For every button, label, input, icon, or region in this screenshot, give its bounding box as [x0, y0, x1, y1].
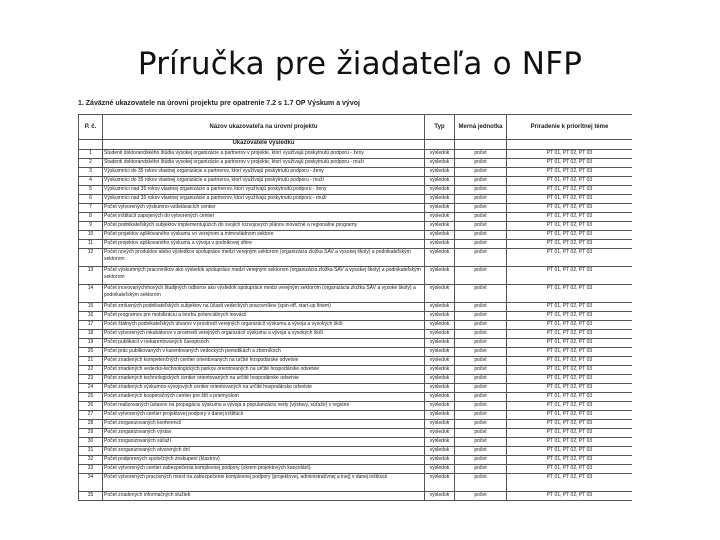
- row-unit: počet: [455, 357, 507, 366]
- table-row: [79, 465, 633, 474]
- row-unit: počet: [455, 285, 507, 303]
- table-row: [79, 186, 633, 195]
- row-indicator-name: Počet zorganizovaných otvorených dní: [103, 447, 425, 456]
- row-type: výsledok: [425, 357, 455, 366]
- row-number: 23: [79, 375, 103, 384]
- table-row: [79, 420, 633, 429]
- table-row: [79, 249, 633, 267]
- row-indicator-name: Počet vytvorených centier zabezpečenia komplexnej podpory (okrem projektových kancelárií): [103, 465, 425, 474]
- table-row: [79, 285, 633, 303]
- row-type: výsledok: [425, 168, 455, 177]
- row-unit: počet: [455, 249, 507, 267]
- row-indicator-name: Počet zmluvných podnikateľských subjektov na účasti vedeckých pracovníkov (spin-off, start-up firiem): [103, 303, 425, 312]
- row-priority-theme: PT 01, PT 02, PT 03: [507, 195, 633, 204]
- table-row: [79, 321, 633, 330]
- row-indicator-name: Počet zorganizovaných súťaží: [103, 438, 425, 447]
- row-number: 30: [79, 438, 103, 447]
- row-type: výsledok: [425, 447, 455, 456]
- row-priority-theme: PT 01, PT 02, PT 03: [507, 438, 633, 447]
- row-number: 15: [79, 303, 103, 312]
- slide-title: Príručka pre žiadateľa o NFP: [137, 46, 583, 82]
- row-indicator-name: Počet zriadených vedecko-technologických parkov orientovaných na určité hospodárske odvetvie: [103, 366, 425, 375]
- row-priority-theme: PT 01, PT 02, PT 03: [507, 474, 633, 492]
- row-priority-theme: PT 01, PT 02, PT 03: [507, 348, 633, 357]
- row-unit: počet: [455, 492, 507, 501]
- row-type: výsledok: [425, 429, 455, 438]
- subheader-row: [79, 140, 633, 150]
- table-row: [79, 168, 633, 177]
- row-priority-theme: PT 01, PT 02, PT 03: [507, 429, 633, 438]
- row-type: výsledok: [425, 249, 455, 267]
- row-indicator-name: Počet projektov aplikovaného výskumu a vývoja v podnikovej sfére: [103, 240, 425, 249]
- row-priority-theme: PT 01, PT 02, PT 03: [507, 420, 633, 429]
- row-unit: počet: [455, 456, 507, 465]
- table-row: [79, 447, 633, 456]
- row-indicator-name: Počet zriadených kompetenčných centier orientovaných na určité hospodárske odvetvie: [103, 357, 425, 366]
- row-unit: počet: [455, 186, 507, 195]
- row-unit: počet: [455, 411, 507, 420]
- row-number: 10: [79, 231, 103, 240]
- row-number: 29: [79, 429, 103, 438]
- row-number: 32: [79, 456, 103, 465]
- row-priority-theme: PT 01, PT 02, PT 03: [507, 240, 633, 249]
- table-header-row: [79, 115, 633, 140]
- row-indicator-name: Počet vytvorených pracovných miest na zabezpečenie komplexnej podpory (projektovej, administratívnej a inej) v danej inštitúcii: [103, 474, 425, 492]
- row-priority-theme: PT 01, PT 02, PT 03: [507, 330, 633, 339]
- table-row: [79, 366, 633, 375]
- row-unit: počet: [455, 312, 507, 321]
- row-indicator-name: Počet podnikateľských subjektov implementujúcich do svojich rozvojových plánov inovačné a regionálne programy: [103, 222, 425, 231]
- row-number: 22: [79, 366, 103, 375]
- row-number: 13: [79, 267, 103, 285]
- row-priority-theme: PT 01, PT 02, PT 03: [507, 339, 633, 348]
- table-row: [79, 231, 633, 240]
- row-indicator-name: Výskumníci do 35 rokov vlastnej organizácie a partnerov, ktorí využívajú poskytnutú podporu - ženy: [103, 168, 425, 177]
- header-priority-theme: Priradenie k prioritnej téme: [507, 115, 633, 140]
- row-type: výsledok: [425, 348, 455, 357]
- row-unit: počet: [455, 303, 507, 312]
- table-row: [79, 384, 633, 393]
- row-type: výsledok: [425, 267, 455, 285]
- row-unit: počet: [455, 465, 507, 474]
- row-indicator-name: Počet štátnych podnikateľských útvarov v prostredí verejných organizácií výskumu a vývoja a vysokých škôl: [103, 321, 425, 330]
- indicators-table-container: [78, 114, 632, 540]
- row-number: 19: [79, 339, 103, 348]
- row-type: výsledok: [425, 195, 455, 204]
- row-unit: počet: [455, 267, 507, 285]
- row-number: 2: [79, 159, 103, 168]
- row-unit: počet: [455, 402, 507, 411]
- table-row: [79, 177, 633, 186]
- table-row: [79, 240, 633, 249]
- row-priority-theme: PT 01, PT 02, PT 03: [507, 312, 633, 321]
- table-row: [79, 456, 633, 465]
- header-unit: Merná jednotka: [455, 115, 507, 140]
- row-priority-theme: PT 01, PT 02, PT 03: [507, 375, 633, 384]
- row-type: výsledok: [425, 339, 455, 348]
- row-number: 1: [79, 150, 103, 159]
- subheader-results: Ukazovatele výsledku: [103, 140, 425, 150]
- row-type: výsledok: [425, 438, 455, 447]
- row-type: výsledok: [425, 177, 455, 186]
- row-unit: počet: [455, 339, 507, 348]
- row-indicator-name: Počet vytvorených inkubátorov v prostredí verejných organizácií výskumu a vývoja a vysokých škôl: [103, 330, 425, 339]
- row-type: výsledok: [425, 312, 455, 321]
- row-indicator-name: Počet zriadených informačných služieb: [103, 492, 425, 501]
- row-number: 31: [79, 447, 103, 456]
- table-row: [79, 492, 633, 501]
- row-number: 14: [79, 285, 103, 303]
- row-type: výsledok: [425, 186, 455, 195]
- table-row: [79, 393, 633, 402]
- header-number: P. č.: [79, 115, 103, 140]
- row-unit: počet: [455, 420, 507, 429]
- row-unit: počet: [455, 330, 507, 339]
- row-unit: počet: [455, 447, 507, 456]
- row-unit: počet: [455, 231, 507, 240]
- row-unit: počet: [455, 177, 507, 186]
- row-unit: počet: [455, 438, 507, 447]
- row-type: výsledok: [425, 411, 455, 420]
- row-type: výsledok: [425, 159, 455, 168]
- table-row: [79, 357, 633, 366]
- row-priority-theme: PT 01, PT 02, PT 03: [507, 402, 633, 411]
- row-unit: počet: [455, 159, 507, 168]
- row-indicator-name: Výskumníci nad 35 rokov vlastnej organizácie a partnerov, ktorí využívajú poskytnutú podporu - muži: [103, 195, 425, 204]
- row-priority-theme: PT 01, PT 02, PT 03: [507, 465, 633, 474]
- row-type: výsledok: [425, 204, 455, 213]
- section-heading: 1. Záväzné ukazovatele na úrovni projektu pre opatrenie 7.2 s 1.7 OP Výskum a vývoj: [78, 100, 360, 107]
- row-unit: počet: [455, 240, 507, 249]
- indicators-table: [78, 114, 632, 501]
- row-type: výsledok: [425, 285, 455, 303]
- row-indicator-name: Počet vytvorených centier projektovej podpory v danej inštitúcii: [103, 411, 425, 420]
- row-indicator-name: Výskumníci do 35 rokov vlastnej organizácie a partnerov, ktorí využívajú poskytnutú podporu - muži: [103, 177, 425, 186]
- row-priority-theme: PT 01, PT 02, PT 03: [507, 447, 633, 456]
- table-row: [79, 330, 633, 339]
- row-unit: počet: [455, 204, 507, 213]
- row-indicator-name: Počet podporených spoločných zoskupení (klastrov): [103, 456, 425, 465]
- table-row: [79, 474, 633, 492]
- row-number: 16: [79, 312, 103, 321]
- table-row: [79, 150, 633, 159]
- row-type: výsledok: [425, 231, 455, 240]
- row-type: výsledok: [425, 384, 455, 393]
- row-indicator-name: Počet zorganizovaných konferencií: [103, 420, 425, 429]
- row-number: 21: [79, 357, 103, 366]
- row-priority-theme: PT 01, PT 02, PT 03: [507, 150, 633, 159]
- row-type: výsledok: [425, 240, 455, 249]
- row-indicator-name: Počet vytvorených výskumno-vzdelávacích centier: [103, 204, 425, 213]
- row-number: 11: [79, 240, 103, 249]
- table-row: [79, 402, 633, 411]
- row-number: 24: [79, 384, 103, 393]
- row-unit: počet: [455, 195, 507, 204]
- row-priority-theme: PT 01, PT 02, PT 03: [507, 303, 633, 312]
- row-priority-theme: PT 01, PT 02, PT 03: [507, 168, 633, 177]
- row-indicator-name: Počet zriadených kooperačných centier pre štít s priemyslom: [103, 393, 425, 402]
- row-number: 9: [79, 222, 103, 231]
- row-priority-theme: PT 01, PT 02, PT 03: [507, 321, 633, 330]
- row-number: 4: [79, 177, 103, 186]
- row-type: výsledok: [425, 213, 455, 222]
- row-type: výsledok: [425, 366, 455, 375]
- row-indicator-name: Študenti doktorandského štúdia vysokej organizácie a partnerov v projekte, ktorí využívajú poskytnutú podporu - ženy: [103, 150, 425, 159]
- row-unit: počet: [455, 150, 507, 159]
- row-number: 33: [79, 465, 103, 474]
- row-type: výsledok: [425, 465, 455, 474]
- row-priority-theme: PT 01, PT 02, PT 03: [507, 456, 633, 465]
- row-priority-theme: PT 01, PT 02, PT 03: [507, 267, 633, 285]
- row-indicator-name: Počet zriadených výskumno-vývojových centier orientovaných na určité hospodárske odvetvie: [103, 384, 425, 393]
- row-number: 35: [79, 492, 103, 501]
- row-type: výsledok: [425, 330, 455, 339]
- row-number: 5: [79, 186, 103, 195]
- table-row: [79, 303, 633, 312]
- table-row: [79, 222, 633, 231]
- row-indicator-name: Počet zriadených technologických centier orientovaných na určité hospodárske odvetvie: [103, 375, 425, 384]
- row-priority-theme: PT 01, PT 02, PT 03: [507, 204, 633, 213]
- header-type: Typ: [425, 115, 455, 140]
- row-indicator-name: Počet publikácií v nekarentovaných časopisoch: [103, 339, 425, 348]
- row-unit: počet: [455, 429, 507, 438]
- row-priority-theme: PT 01, PT 02, PT 03: [507, 177, 633, 186]
- row-type: výsledok: [425, 321, 455, 330]
- row-indicator-name: Počet projektov aplikovaného výskumu vo verejnom a mimovládnom sektore: [103, 231, 425, 240]
- table-row: [79, 411, 633, 420]
- row-indicator-name: Počet programov pre mobilizáciu a tvorbu potenciálnych inovácií: [103, 312, 425, 321]
- row-type: výsledok: [425, 456, 455, 465]
- table-row: [79, 375, 633, 384]
- table-row: [79, 195, 633, 204]
- row-indicator-name: Počet inovovaných/nových študijných odborov ako výsledok spolupráce medzi verejným sektorom (organizácia zložka SAV a vysoké školy) a podnikateľským sektorom: [103, 285, 425, 303]
- row-unit: počet: [455, 366, 507, 375]
- row-priority-theme: PT 01, PT 02, PT 03: [507, 222, 633, 231]
- row-type: výsledok: [425, 375, 455, 384]
- table-row: [79, 348, 633, 357]
- row-number: 7: [79, 204, 103, 213]
- row-type: výsledok: [425, 420, 455, 429]
- row-unit: počet: [455, 222, 507, 231]
- table-row: [79, 312, 633, 321]
- row-number: 28: [79, 420, 103, 429]
- row-priority-theme: PT 01, PT 02, PT 03: [507, 366, 633, 375]
- row-unit: počet: [455, 375, 507, 384]
- row-unit: počet: [455, 213, 507, 222]
- row-priority-theme: PT 01, PT 02, PT 03: [507, 393, 633, 402]
- row-priority-theme: PT 01, PT 02, PT 03: [507, 186, 633, 195]
- table-row: [79, 429, 633, 438]
- row-type: výsledok: [425, 402, 455, 411]
- row-priority-theme: PT 01, PT 02, PT 03: [507, 492, 633, 501]
- row-type: výsledok: [425, 150, 455, 159]
- row-number: 3: [79, 168, 103, 177]
- row-priority-theme: PT 01, PT 02, PT 03: [507, 159, 633, 168]
- row-priority-theme: PT 01, PT 02, PT 03: [507, 285, 633, 303]
- row-priority-theme: PT 01, PT 02, PT 03: [507, 411, 633, 420]
- row-priority-theme: PT 01, PT 02, PT 03: [507, 213, 633, 222]
- table-row: [79, 339, 633, 348]
- row-indicator-name: Študenti doktorandského štúdia vysokej organizácie a partnerov v projekte, ktorí využívajú poskytnutú podporu - muži: [103, 159, 425, 168]
- row-number: 6: [79, 195, 103, 204]
- row-number: 8: [79, 213, 103, 222]
- row-indicator-name: Počet výskumných pracovníkov ako výsledok spolupráce medzi verejným sektorom (organizácia zložka SAV a vysokej školy) a podnikateľským sektorom: [103, 267, 425, 285]
- row-indicator-name: Počet realizovaných ústavov na propagáciu výskumu a vývoja a popularizáciu vedy (výstavy, súťaže) v regióne: [103, 402, 425, 411]
- row-number: 18: [79, 330, 103, 339]
- row-number: 12: [79, 249, 103, 267]
- header-indicator-name: Názov ukazovateľa na úrovni projektu: [103, 115, 425, 140]
- row-number: 27: [79, 411, 103, 420]
- row-unit: počet: [455, 393, 507, 402]
- table-row: [79, 159, 633, 168]
- row-type: výsledok: [425, 474, 455, 492]
- row-priority-theme: PT 01, PT 02, PT 03: [507, 357, 633, 366]
- row-priority-theme: PT 01, PT 02, PT 03: [507, 384, 633, 393]
- row-unit: počet: [455, 321, 507, 330]
- row-number: 25: [79, 393, 103, 402]
- row-indicator-name: Počet prác publikovaných v karentovaných vedeckých periodikách a zborníkoch: [103, 348, 425, 357]
- row-number: 20: [79, 348, 103, 357]
- table-row: [79, 438, 633, 447]
- table-row: [79, 213, 633, 222]
- row-priority-theme: PT 01, PT 02, PT 03: [507, 231, 633, 240]
- row-type: výsledok: [425, 492, 455, 501]
- row-priority-theme: PT 01, PT 02, PT 03: [507, 249, 633, 267]
- row-number: 26: [79, 402, 103, 411]
- row-number: 34: [79, 474, 103, 492]
- table-row: [79, 267, 633, 285]
- row-type: výsledok: [425, 393, 455, 402]
- table-row: [79, 204, 633, 213]
- row-indicator-name: Počet nových produktov alebo výsledkov spolupráce medzi verejným sektorom (organizácia zložka SAV a vysokej školy) a podnikateľským sektorom: [103, 249, 425, 267]
- row-unit: počet: [455, 348, 507, 357]
- row-unit: počet: [455, 384, 507, 393]
- row-type: výsledok: [425, 222, 455, 231]
- row-indicator-name: Počet inštitúcií zapojených do vytvorených centier: [103, 213, 425, 222]
- row-type: výsledok: [425, 303, 455, 312]
- row-unit: počet: [455, 474, 507, 492]
- row-indicator-name: Výskumníci nad 35 rokov vlastnej organizácie a partnerov, ktorí využívajú poskytnutú podporu - ženy: [103, 186, 425, 195]
- row-number: 17: [79, 321, 103, 330]
- row-indicator-name: Počet zorganizovaných výstav: [103, 429, 425, 438]
- row-unit: počet: [455, 168, 507, 177]
